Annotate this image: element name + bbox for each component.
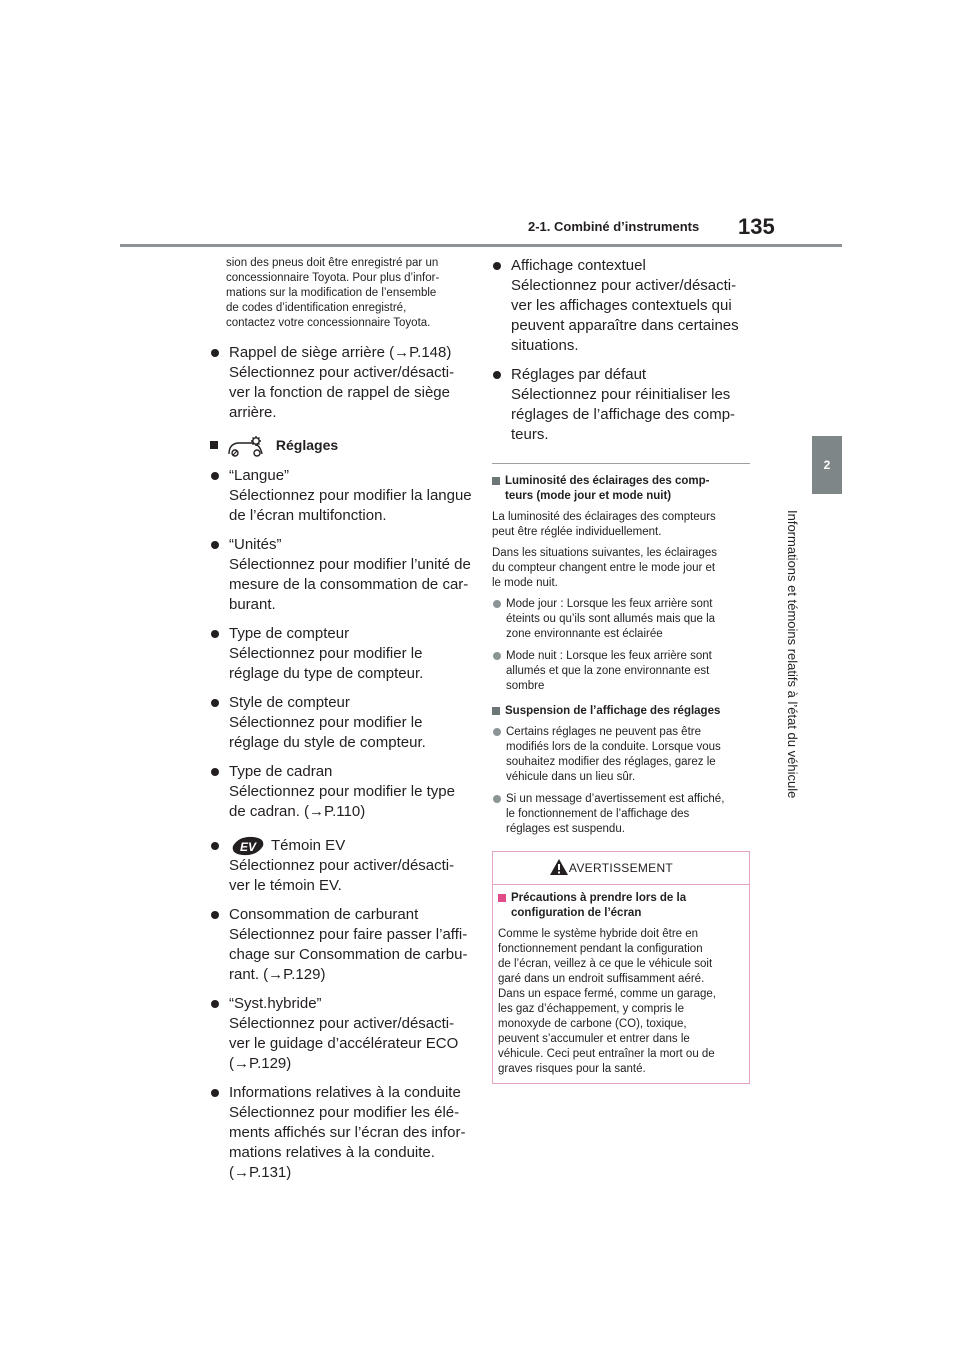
item-line: Sélectionnez pour réinitialiser les: [511, 386, 731, 403]
item-line: “Langue”: [229, 467, 290, 484]
bullet-dot: [493, 262, 501, 270]
mode-nuit-item: [492, 649, 750, 694]
item-line: allumés et que la zone environnante est: [506, 665, 710, 677]
heading-line: Précautions à prendre lors de la: [511, 892, 687, 904]
bullet-dot: [493, 728, 501, 736]
item-line: (→P.129): [229, 1055, 292, 1073]
warning-box: [492, 851, 750, 1084]
para-line: peuvent s’accumuler et entrer dans le: [498, 1033, 690, 1045]
item-line: (→P.131): [229, 1164, 292, 1182]
item-line: Réglages par défaut: [511, 366, 647, 383]
para-line: La luminosité des éclairages des compteurs: [492, 511, 716, 523]
luminosite-paragraph: [492, 510, 750, 540]
section-title: 2-1. Combiné d’instruments: [528, 219, 700, 234]
item-line: Mode jour : Lorsque les feux arrière sont: [506, 598, 713, 610]
item-line: réglage du type de compteur.: [229, 665, 424, 682]
bullet-dot: [211, 768, 219, 776]
gear-car-icon: [226, 435, 266, 457]
item-line: Sélectionnez pour modifier le: [229, 714, 423, 731]
item-rappel-siege: [210, 343, 472, 423]
warning-body: [493, 885, 749, 1083]
bullet-dot: [211, 1089, 219, 1097]
item-line: ver le témoin EV.: [229, 877, 342, 895]
bullet-dot: [211, 349, 219, 357]
note-line: de codes d’identification enregistré,: [226, 302, 407, 314]
item-line: Sélectionnez pour modifier la langue: [229, 487, 472, 504]
item-line: réglages est suspendu.: [506, 823, 625, 835]
heading-line: Suspension de l’affichage des réglages: [505, 705, 721, 717]
item-line: Sélectionnez pour faire passer l’affi-: [229, 926, 468, 944]
item-line: “Syst.hybride”: [229, 995, 322, 1013]
item-syst-hybride: [210, 994, 472, 1074]
item-line: Sélectionnez pour modifier l’unité de: [229, 556, 471, 573]
item-line: ver la fonction de rappel de siège: [229, 384, 450, 401]
heading-square: [210, 441, 218, 449]
continued-note: [226, 256, 472, 331]
suspension-item: [492, 792, 750, 837]
para-line: les gaz d’échappement, y compris le: [498, 1003, 685, 1015]
bullet-dot: [211, 1000, 219, 1008]
warning-title: AVERTISSEMENT: [568, 861, 674, 875]
item-line: mations relatives à la conduite.: [229, 1144, 435, 1162]
item-line: réglages de l’affichage des comp-: [511, 406, 736, 423]
item-line: Sélectionnez pour modifier le: [229, 645, 423, 662]
item-line: de cadran. (→P.110): [229, 803, 366, 820]
bullet-dot: [211, 911, 219, 919]
item-line: ver le guidage d’accélérateur ECO: [229, 1035, 459, 1053]
chapter-tab: 2: [812, 436, 842, 494]
item-line: arrière.: [229, 404, 277, 421]
warning-title-bar: [493, 852, 749, 885]
item-line: Type de compteur: [229, 625, 350, 642]
para-line: graves risques pour la santé.: [498, 1063, 646, 1075]
item-line: Consommation de carburant: [229, 906, 419, 924]
note-line: sion des pneus doit être enregistré par un: [226, 257, 439, 269]
para-line: Dans les situations suivantes, les éclairages: [492, 547, 718, 559]
item-line: burant.: [229, 596, 276, 613]
bullet-dot: [493, 795, 501, 803]
item-reglages-defaut: [492, 365, 750, 445]
item-line: Si un message d’avertissement est affiché,: [506, 793, 725, 805]
settings-heading: [210, 435, 472, 455]
item-type-compteur: [210, 624, 472, 684]
note-line: mations sur la modification de l’ensemble: [226, 287, 437, 299]
bullet-dot: [493, 652, 501, 660]
suspension-heading: [492, 704, 750, 719]
item-style-compteur: [210, 693, 472, 753]
bullet-dot: [211, 472, 219, 480]
item-type-cadran: [210, 762, 472, 822]
item-line: sombre: [506, 680, 545, 692]
bullet-dot: [493, 600, 501, 608]
bullet-dot: [211, 699, 219, 707]
para-line: garé dans un endroit suffisamment aéré.: [498, 973, 705, 985]
suspension-item: [492, 725, 750, 785]
heading-line: configuration de l’écran: [511, 907, 642, 919]
right-column: [492, 256, 750, 1084]
para-line: le mode nuit.: [492, 577, 558, 589]
left-column: [210, 256, 472, 1192]
item-line: peuvent apparaître dans certaines: [511, 317, 739, 334]
item-temoin-ev: [210, 836, 472, 896]
item-line: réglage du style de compteur.: [229, 734, 426, 751]
item-line: de l’écran multifonction.: [229, 507, 387, 524]
heading-line: Luminosité des éclairages des comp-: [505, 475, 710, 487]
item-line: Certains réglages ne peuvent pas être: [506, 726, 701, 738]
settings-heading-text: Réglages: [275, 437, 339, 453]
item-line: Style de compteur: [229, 694, 350, 711]
item-line: [229, 836, 472, 856]
section-divider: [492, 463, 750, 464]
item-line: souhaitez modifier des réglages, garez le: [506, 756, 716, 768]
item-line: Rappel de siège arrière (→P.148): [229, 344, 452, 361]
luminosite-heading: [492, 474, 750, 504]
item-line: Affichage contextuel: [511, 257, 646, 274]
note-line: concessionnaire Toyota. Pour plus d’infor-: [226, 272, 440, 284]
bullet-dot: [211, 630, 219, 638]
header-rule: [120, 244, 842, 247]
item-line: situations.: [511, 337, 579, 354]
note-line: contactez votre concessionnaire Toyota.: [226, 317, 431, 329]
item-consommation: [210, 905, 472, 985]
warning-text: [498, 927, 744, 1077]
item-line: Sélectionnez pour activer/désacti-: [229, 857, 455, 875]
item-line: ver les affichages contextuels qui: [511, 297, 732, 314]
bullet-dot: [211, 541, 219, 549]
heading-line: teurs (mode jour et mode nuit): [505, 490, 672, 502]
heading-square: [498, 894, 506, 902]
para-line: véhicule. Ceci peut entraîner la mort ou de: [498, 1048, 715, 1060]
item-unites: [210, 535, 472, 615]
ev-label: Témoin EV: [271, 837, 346, 854]
ev-icon: [229, 836, 267, 856]
item-line: le fonctionnement de l’affichage des: [506, 808, 690, 820]
bullet-dot: [211, 842, 219, 850]
heading-square: [492, 477, 500, 485]
item-line: mesure de la consommation de car-: [229, 576, 469, 593]
heading-square: [492, 707, 500, 715]
para-line: monoxyde de carbone (CO), toxique,: [498, 1018, 687, 1030]
item-line: Type de cadran: [229, 763, 333, 780]
item-line: zone environnante est éclairée: [506, 628, 663, 640]
item-line: Sélectionnez pour activer/désacti-: [229, 1015, 455, 1033]
item-line: véhicule dans un lieu sûr.: [506, 771, 636, 783]
item-line: éteints ou qu’ils sont allumés mais que la: [506, 613, 716, 625]
item-line: Sélectionnez pour activer/désacti-: [511, 277, 737, 294]
bullet-dot: [493, 371, 501, 379]
luminosite-paragraph: [492, 546, 750, 591]
para-line: peut être réglée individuellement.: [492, 526, 662, 538]
para-line: Dans un espace fermé, comme un garage,: [498, 988, 716, 1000]
item-line: Sélectionnez pour modifier le type: [229, 783, 455, 800]
para-line: Comme le système hybride doit être en: [498, 928, 699, 940]
para-line: fonctionnement pendant la configuration: [498, 943, 703, 955]
item-line: rant. (→P.129): [229, 966, 326, 984]
item-langue: [210, 466, 472, 526]
item-line: “Unités”: [229, 536, 282, 553]
item-infos-conduite: [210, 1083, 472, 1183]
para-line: du compteur changent entre le mode jour et: [492, 562, 716, 574]
svg-text:EV: EV: [240, 840, 257, 855]
item-line: Informations relatives à la conduite: [229, 1084, 461, 1102]
warning-heading: [498, 891, 744, 921]
chapter-side-title-text: Informations et témoins relatifs à l’état du véhicule: [785, 510, 800, 799]
item-line: Sélectionnez pour activer/désacti-: [229, 364, 455, 381]
item-line: ments affichés sur l’écran des infor-: [229, 1124, 466, 1142]
warning-triangle-icon: [549, 858, 569, 876]
mode-jour-item: [492, 597, 750, 642]
page-number: 135: [738, 214, 775, 239]
item-line: teurs.: [511, 426, 549, 443]
item-affichage-contextuel: [492, 256, 750, 356]
item-line: Mode nuit : Lorsque les feux arrière sont: [506, 650, 712, 662]
item-line: Sélectionnez pour modifier les élé-: [229, 1104, 460, 1122]
para-line: de l’écran, veillez à ce que le véhicule soit: [498, 958, 713, 970]
item-line: modifiés lors de la conduite. Lorsque vous: [506, 741, 721, 753]
item-line: chage sur Consommation de carbu-: [229, 946, 468, 964]
